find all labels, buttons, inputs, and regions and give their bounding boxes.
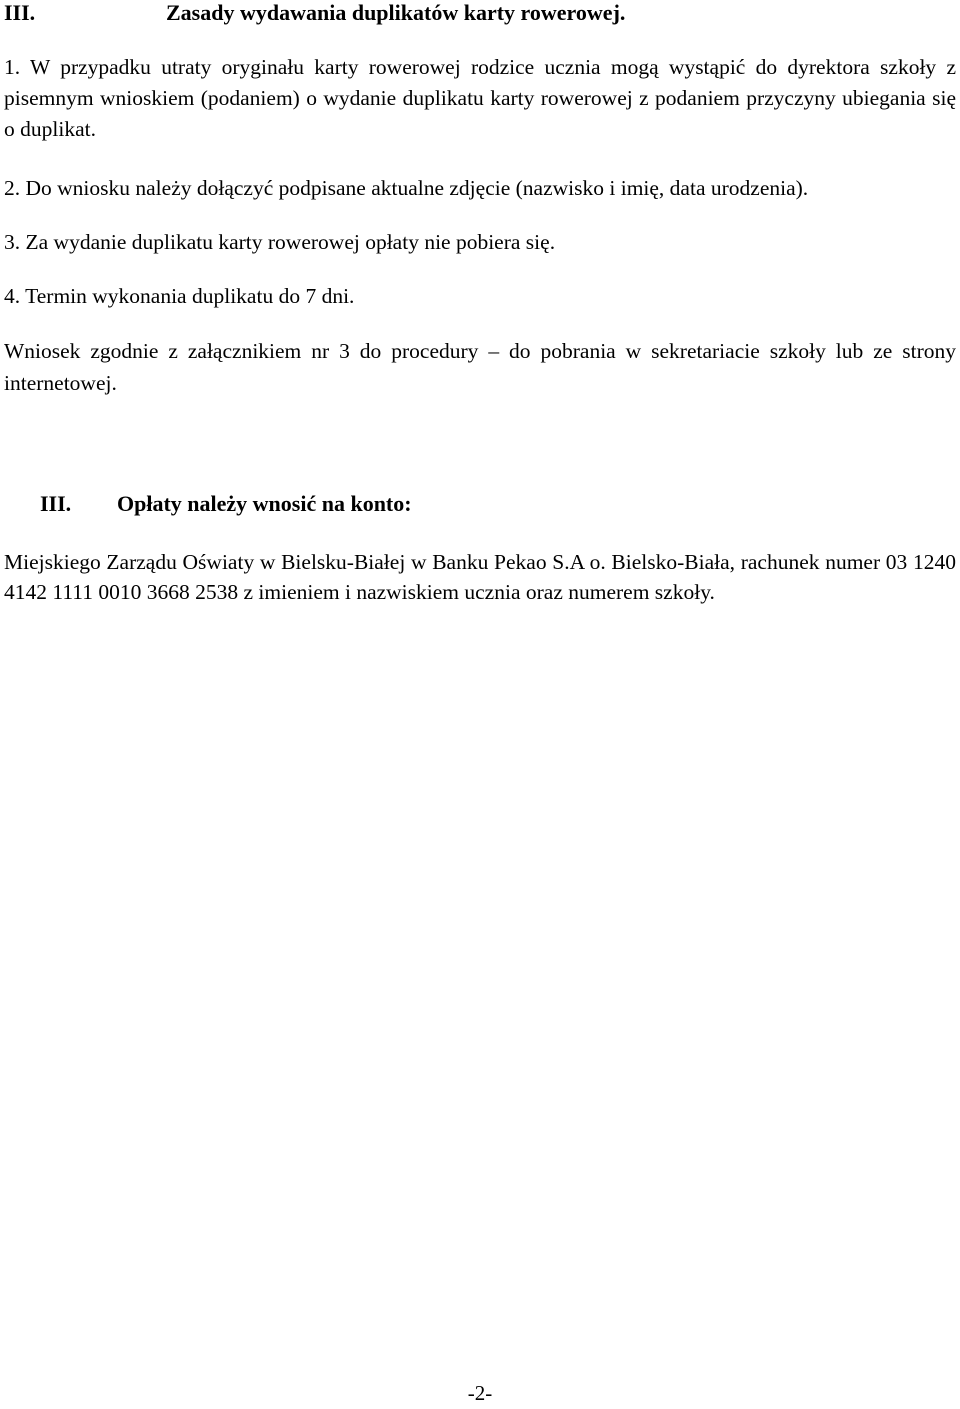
page-number: -2- [467, 1381, 493, 1405]
section-number: III. [4, 0, 36, 25]
section-title: Zasady wydawania duplikatów karty rowerowej. [166, 0, 626, 25]
paragraph-bank-account: Miejskiego Zarządu Oświaty w Bielsku-Białej w Banku Pekao S.A o. Bielsko-Biała, rachunek numer 03 1240 4142 1111 0010 3668 2538 z imieniem i nazwiskiem ucznia oraz numerem szkoły. [4, 550, 956, 604]
paragraph-item-4: 4. Termin wykonania duplikatu do 7 dni. [4, 284, 355, 308]
section-heading-fees [40, 488, 412, 520]
paragraph-application-note: Wniosek zgodnie z załącznikiem nr 3 do procedury – do pobrania w sekretariacie szkoły lub ze strony internetowej. [4, 339, 956, 395]
section-title: Opłaty należy wnosić na konto: [117, 491, 412, 516]
paragraph-item-1: 1. W przypadku utraty oryginału karty rowerowej rodzice ucznia mogą wystąpić do dyrektora szkoły z pisemnym wnioskiem (podaniem) o wydanie duplikatu karty rowerowej z podaniem przyczyny ubiegania się o duplikat. [4, 55, 956, 141]
section-number: III. [40, 491, 72, 516]
paragraph-item-3: 3. Za wydanie duplikatu karty rowerowej opłaty nie pobiera się. [4, 230, 556, 254]
section-heading-duplicates [4, 0, 626, 29]
paragraph-item-2: 2. Do wniosku należy dołączyć podpisane aktualne zdjęcie (nazwisko i imię, data urodzenia). [4, 176, 809, 200]
